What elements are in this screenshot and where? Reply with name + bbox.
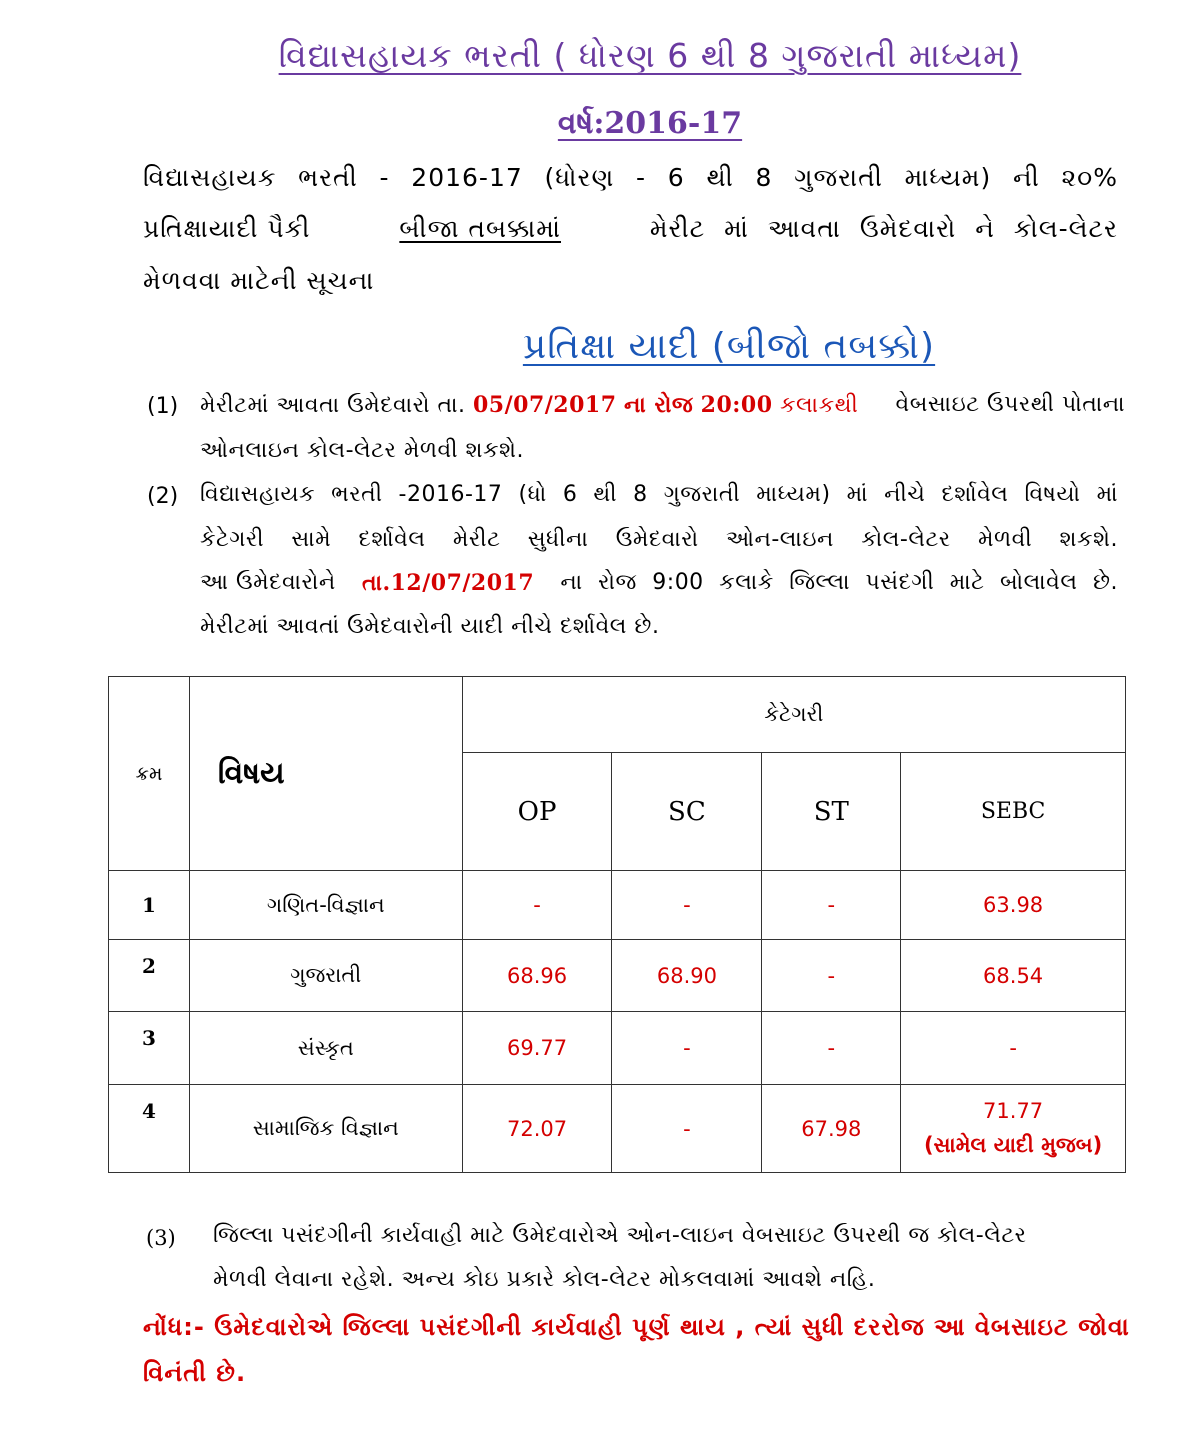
cell-op: 72.07 <box>462 1085 612 1173</box>
merit-table <box>108 676 1126 1173</box>
intro-line-3: મેળવવા માટેની સૂચના <box>143 266 375 295</box>
table-row <box>109 1012 1126 1085</box>
header-subject: વિષય <box>189 677 462 871</box>
cell-sebc: 68.54 <box>901 940 1126 1012</box>
point-3-number: (3) <box>146 1226 176 1250</box>
point-1-hours: કલાકથી <box>780 393 859 418</box>
row-sn: 3 <box>109 1012 190 1085</box>
row-subject: ગણિત-વિજ્ઞાન <box>189 871 462 940</box>
point-1-number: (1) <box>147 394 179 419</box>
point-1-line-1 <box>200 392 1125 418</box>
point-2-date: તા.12/07/2017 <box>361 570 535 596</box>
point-2-line-2: કેટેગરી સામે દર્શાવેલ મેરીટ સુધીના ઉમેદવારો ઓન-લાઇન કોલ-લેટર મેળવી શકશે. <box>200 527 1118 552</box>
page-title: વિદ્યાસહાયક ભરતી ( ધોરણ 6 થી 8 ગુજરાતી માધ્યમ) <box>278 36 1022 75</box>
point-1-line-2: ઓનલાઇન કોલ-લેટર મેળવી શકશે. <box>200 438 524 463</box>
row-subject: ગુજરાતી <box>189 940 462 1012</box>
row-sn: 4 <box>109 1085 190 1173</box>
point-1-date: 05/07/2017 <box>472 392 617 418</box>
intro-line-1: વિદ્યાસહાયક ભરતી - 2016-17 (ધોરણ - 6 થી 8 ગુજરાતી માધ્યમ) ની ૨૦% <box>143 163 1118 192</box>
cell-sebc <box>901 1085 1126 1173</box>
sebc-note: (સામેલ યાદી મુજબ) <box>923 1132 1103 1157</box>
cell-st: 67.98 <box>762 1085 901 1173</box>
point-2-pre: આ ઉમેદવારોને <box>200 570 336 595</box>
point-1-pre: મેરીટમાં આવતા ઉમેદવારો તા. <box>200 393 466 418</box>
cell-sc: - <box>612 1085 762 1173</box>
row-sn: 2 <box>109 940 190 1012</box>
cell-op: 69.77 <box>462 1012 612 1085</box>
cell-st: - <box>762 940 901 1012</box>
year-label: વર્ષ:2016-17 <box>557 106 743 141</box>
row-subject: સામાજિક વિજ્ઞાન <box>189 1085 462 1173</box>
cell-sc: - <box>612 871 762 940</box>
waiting-list-heading: પ્રતિક્ષા યાદી (બીજો તબક્કો) <box>522 326 936 367</box>
cell-sc: 68.90 <box>612 940 762 1012</box>
intro-line-2 <box>143 214 1118 244</box>
point-1-post: વેબસાઇટ ઉપરથી પોતાના <box>895 392 1125 417</box>
point-3-line-1: જિલ્લા પસંદગીની કાર્યવાહી માટે ઉમેદવારોએ ઓન-લાઇન વેબસાઇટ ઉપરથી જ કોલ-લેટર <box>213 1223 1027 1248</box>
cell-sc: - <box>612 1012 762 1085</box>
point-2-line-3 <box>200 570 1118 596</box>
col-op: OP <box>462 753 612 871</box>
point-2-number: (2) <box>147 484 179 509</box>
intro-pre: પ્રતિક્ષાયાદી પૈકી <box>143 214 311 243</box>
table-row <box>109 1085 1126 1173</box>
point-2-line-4: મેરીટમાં આવતાં ઉમેદવારોની યાદી નીચે દર્શાવેલ છે. <box>200 614 660 639</box>
cell-sebc: - <box>901 1012 1126 1085</box>
point-1-time: 20:00 <box>700 392 773 418</box>
intro-underlined-phase: બીજા તબક્કામાં <box>399 214 561 243</box>
intro-post: મેરીટ માં આવતા ઉમેદવારો ને કોલ-લેટર <box>649 214 1118 243</box>
point-3-line-2: મેળવી લેવાના રહેશે. અન્ય કોઇ પ્રકારે કોલ-લેટર મોકલવામાં આવશે નહિ. <box>213 1267 876 1292</box>
table-row <box>109 871 1126 940</box>
point-2-post: ના રોજ 9:00 કલાકે જિલ્લા પસંદગી માટે બોલાવેલ છે. <box>560 570 1118 595</box>
col-sc: SC <box>612 753 762 871</box>
cell-st: - <box>762 1012 901 1085</box>
cell-op: - <box>462 871 612 940</box>
cell-op: 68.96 <box>462 940 612 1012</box>
point-2-line-1: વિદ્યાસહાયક ભરતી -2016-17 (ધો 6 થી 8 ગુજરાતી માધ્યમ) માં નીચે દર્શાવેલ વિષયો માં <box>200 482 1118 507</box>
cell-st: - <box>762 871 901 940</box>
sebc-value: 71.77 <box>983 1098 1044 1123</box>
col-st: ST <box>762 753 901 871</box>
table-row <box>109 940 1126 1012</box>
row-sn: 1 <box>109 871 190 940</box>
cell-sebc: 63.98 <box>901 871 1126 940</box>
header-sn: ક્રમ <box>109 677 190 871</box>
note-line-1: નોંધ:- ઉમેદવારોએ જિલ્લા પસંદગીની કાર્યવાહી પૂર્ણ થાય , ત્યાં સુધી દરરોજ આ વેબસાઇટ જોવા <box>143 1313 1130 1341</box>
row-subject: સંસ્કૃત <box>189 1012 462 1085</box>
point-1-mid: ના રોજ <box>624 392 694 418</box>
header-category: કેટેગરી <box>462 677 1125 753</box>
col-sebc: SEBC <box>901 753 1126 871</box>
note-line-2: વિનંતી છે. <box>143 1359 247 1387</box>
